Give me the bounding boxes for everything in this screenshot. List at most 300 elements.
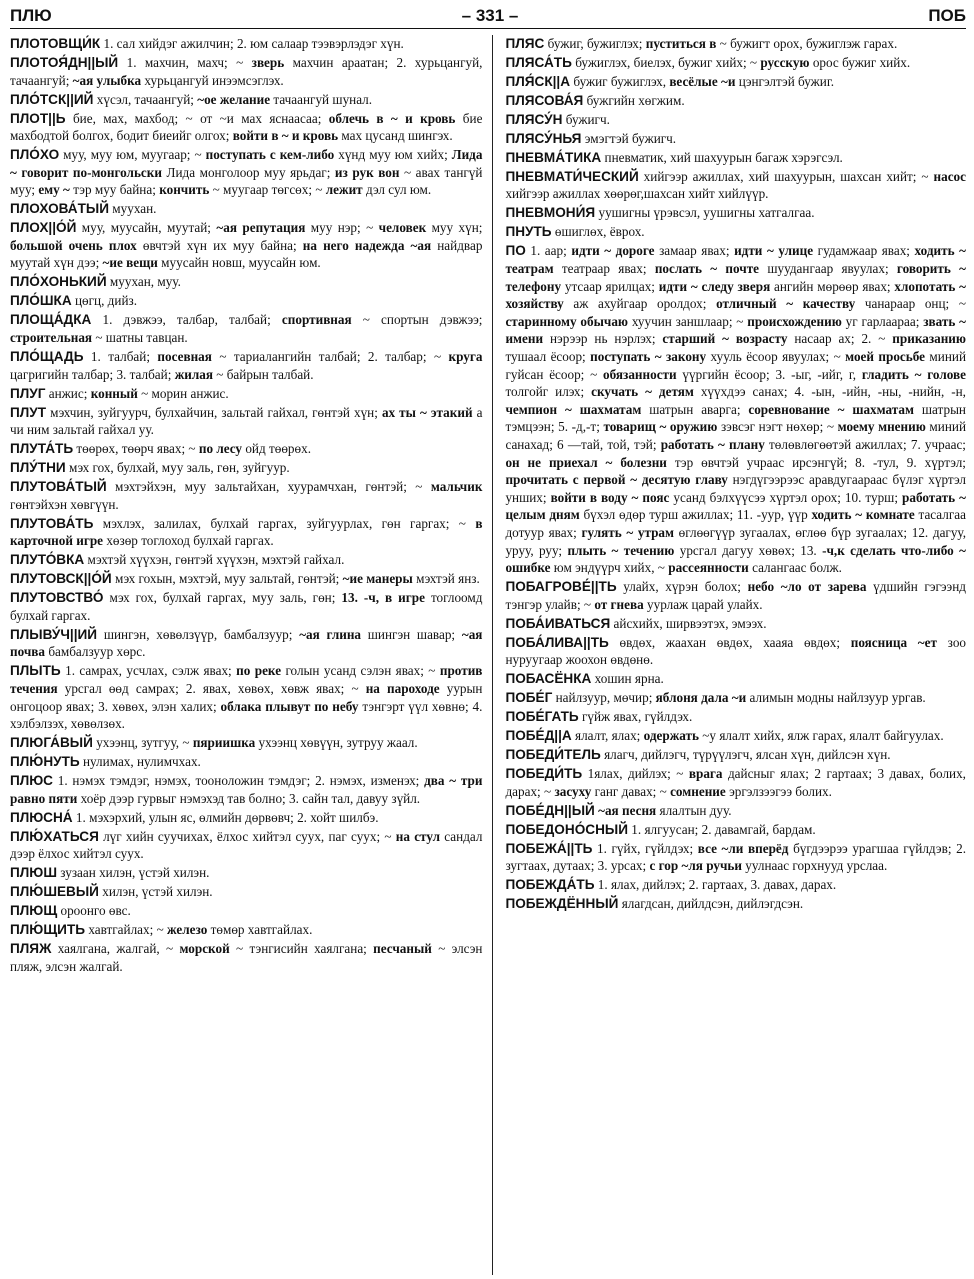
entry-text: хаялгана, жалгай, ~	[51, 941, 180, 957]
entry-text: нэрээр нь нэрлэх;	[543, 331, 663, 347]
entry-example: рассеянности	[668, 560, 749, 576]
dictionary-entry	[10, 864, 482, 882]
dictionary-entry	[505, 54, 966, 72]
entry-text: мэх гох, булхай гаргах, муу заль, гөн;	[103, 590, 342, 606]
entry-text: тушаал ёсоор;	[505, 349, 591, 364]
entry-headword: ПЛЯСОВА́Я	[505, 92, 584, 108]
entry-headword: ПОБАСЁНКА	[505, 671, 592, 687]
entry-headword: ПЛО́ТСК||ИЙ	[10, 91, 94, 107]
dictionary-entry	[10, 440, 482, 458]
entry-text: мэхтэй янз.	[412, 571, 480, 587]
entry-example: человек	[378, 220, 427, 236]
entry-text: хүсэл, тачаангуй;	[93, 91, 198, 107]
dictionary-entry	[505, 821, 966, 839]
entry-headword: ПЛУТ	[10, 404, 47, 420]
entry-example: спортивная	[281, 312, 352, 328]
dictionary-entry	[10, 828, 482, 863]
dictionary-entry	[505, 765, 966, 800]
entry-text: урсгал дагуу хөвөх; 13.	[674, 542, 823, 558]
entry-headword: ПЛУТОВА́ТЫЙ	[10, 479, 107, 495]
entry-text: хавтгайлах; ~	[85, 922, 168, 938]
entry-text: мэхчин, зуйгуурч, булхайчин, зальтай гайхал, гөнтэй хүн;	[46, 404, 382, 420]
entry-example: работать ~ целым дням	[505, 489, 966, 523]
entry-headword: ПЛОТ||Ь	[10, 110, 66, 126]
entry-headword: ПЛЮГА́ВЫЙ	[10, 735, 93, 751]
dictionary-entry	[10, 110, 482, 145]
entry-text: ялагч, дийлэгч, түрүүлэгч, ялсан хүн, дийлсэн хүн.	[600, 747, 891, 763]
entry-example: небо ~ло от зарева	[747, 579, 867, 595]
entry-text: ~ тэнгисийн хаялгана;	[229, 941, 374, 957]
entry-example: говорить ~ телефону	[505, 261, 966, 294]
entry-text: ороонго өвс.	[57, 903, 131, 919]
dictionary-entry	[10, 589, 482, 624]
entry-text: махчин араатан; 2. хурьцангуй, тачаангуй;	[10, 54, 483, 88]
entry-text: 1. гүйх, гүйлдэх;	[592, 840, 698, 856]
entry-headword: ПЛО́ХОНЬКИЙ	[10, 274, 107, 290]
entry-text: улайх, хүрэн болох;	[616, 579, 748, 595]
entry-example: поступать ~ закону	[590, 349, 707, 364]
entry-example: товарищ ~ оружию	[603, 419, 718, 435]
entry-text: хуучин заншлаар; ~	[628, 313, 748, 329]
entry-text: төлөвлөгөөтэй ажиллах; 7. учраас;	[764, 436, 966, 452]
dictionary-entry	[10, 54, 482, 89]
entry-example: ~ие вещи	[102, 255, 158, 271]
dictionary-entry	[10, 809, 482, 827]
dictionary-entry	[505, 802, 966, 820]
entry-example: плыть ~ течению	[567, 542, 675, 558]
entry-example: весёлые ~и	[669, 73, 736, 89]
entry-text: бүгдээрээ урагшаа гүйлдэв; 2. зугтаах, дутаах; 3. урсах;	[505, 840, 966, 874]
entry-example: соревнование ~ шахматам	[748, 401, 915, 417]
dictionary-entry	[505, 92, 966, 110]
entry-text: миний санахад; 6 —тай, той, тэй;	[505, 419, 966, 452]
entry-example: жилая	[174, 366, 213, 382]
entry-text: муу, муусайн, муутай;	[76, 220, 217, 236]
entry-text: ~ бужигт орох, бужиглэж гарах.	[716, 36, 898, 51]
entry-text: муухан, муу.	[106, 274, 181, 290]
entry-example: песчаный	[373, 941, 432, 957]
entry-text: цэнгэлтэй бужиг.	[735, 73, 835, 89]
entry-text: хилэн, үстэй хилэн.	[98, 884, 213, 900]
entry-example: облака плывут по небу	[220, 698, 359, 714]
entry-text: 1. махчин, махч; ~	[118, 54, 252, 70]
entry-text: уг гарлаараа;	[841, 313, 924, 329]
entry-text: зэвсэг нэгт нөхөр; ~	[717, 419, 838, 435]
entry-example: послать ~ почте	[654, 261, 760, 277]
entry-example: гладить ~ голове	[861, 366, 966, 382]
entry-example: русскую	[760, 54, 810, 70]
entry-headword: ПЛУТОВСК||О́Й	[10, 571, 112, 587]
entry-example: ходить ~ комнате	[811, 507, 915, 523]
entry-text: чанараар онц; ~	[855, 296, 966, 312]
entry-example: в карточной игре	[10, 515, 483, 549]
entry-text: дайсныг ялах; 2 гартаах; 3 давах, болих, дарах; ~	[505, 766, 966, 799]
entry-text: нулимах, нулимчхах.	[79, 754, 201, 770]
entry-example: на стул	[395, 828, 441, 844]
dictionary-entry	[10, 921, 482, 939]
entry-text: үдшийн гэгээнд тэнгэр улайв; ~	[505, 579, 966, 612]
entry-text: бужиг, бужиглэх;	[544, 36, 646, 51]
entry-example: войти в ~ и кровь	[232, 128, 339, 144]
dictionary-entry	[10, 385, 482, 403]
entry-text: бужиглэх, биелэх, бужиг хийх; ~	[571, 54, 761, 70]
entry-text: айсхийх, ширвээтэх, эмээх.	[610, 615, 767, 631]
dictionary-entry	[505, 578, 966, 613]
entry-text: замаар явах;	[654, 243, 735, 259]
entry-example: на него надежда ~ая	[302, 237, 432, 253]
left-column	[10, 35, 493, 1275]
entry-text: мэхлэх, залилах, булхай гаргах, зуйгуурлах, гөн гаргах; ~	[93, 515, 476, 531]
dictionary-entry	[10, 940, 482, 975]
entry-example: происхождению	[747, 313, 842, 329]
entry-text: өвчтэй хүн их муу байна;	[136, 237, 303, 253]
entry-text: 1. ялах, дийлэх; 2. гартаах, 3. давах, дарах.	[594, 877, 837, 893]
dictionary-entry	[505, 689, 966, 707]
entry-text: ~ элсэн пляж, элсэн жалгай.	[10, 941, 483, 974]
entry-text: голын усанд сэлэн явах; ~	[281, 663, 440, 679]
entry-text: ангийн мөрөөр явах;	[770, 278, 895, 294]
entry-headword: ПЛУГ	[10, 385, 46, 401]
entry-example: прочитать с первой ~ десятую главу	[505, 472, 728, 488]
entry-headword: ПЛЮШ	[10, 865, 57, 881]
entry-text: толгойг илэх;	[505, 384, 592, 400]
entry-example: поступать с кем-либо	[205, 147, 335, 163]
entry-text: 1. аар;	[525, 243, 572, 259]
entry-headword: ПОБЕДИ́ТЕЛЬ	[505, 747, 601, 763]
entry-headword: ПЛУТА́ТЬ	[10, 441, 74, 457]
entry-example: ~ие манеры	[342, 571, 413, 587]
entry-text: зоо нуруугаар жоохон өвдөнө.	[505, 634, 966, 668]
entry-headword: ПЛУТОВА́ТЬ	[10, 515, 94, 531]
entry-headword: ПЛОЩА́ДКА	[10, 312, 92, 328]
entry-text: гөнтэйхэн хөвгүүн.	[10, 496, 119, 512]
entry-headword: ПЛЮ́ЩИТЬ	[10, 922, 86, 938]
entry-text: хийгээр ажиллах, хий шахуурын, шахсан хийт; ~	[638, 168, 934, 184]
entry-text: ~ шатны тавцан.	[92, 330, 188, 346]
entry-headword: ПОБЕ́Г	[505, 690, 553, 706]
entry-text: Лида монголоор муу ярьдаг;	[161, 164, 335, 180]
entry-text: 1. ялгуусан; 2. давамгай, бардам.	[627, 821, 816, 837]
entry-text: муусайн новш, муусайн юм.	[157, 255, 321, 271]
entry-text: муу нэр; ~	[305, 220, 379, 236]
entry-headword: ПЛУТО́ВКА	[10, 552, 85, 568]
entry-text: тоглоомд булхай гаргах.	[10, 590, 483, 623]
entry-example: 13. -ч, в игре	[341, 590, 425, 606]
entry-text: хурьцангуй инээмсэглэх.	[141, 72, 284, 88]
entry-text: уурлаж царай улайх.	[643, 596, 763, 612]
entry-text: ~ муугаар төгсөх; ~	[209, 182, 326, 198]
entry-text: насаар ах; 2. ~	[787, 331, 893, 347]
entry-headword: ПОБЕЖДЁННЫЙ	[505, 896, 619, 912]
entry-text: мэхтэй хүүхэн, гөнтэй хүүхэн, мэхтэй гайхал.	[84, 552, 345, 568]
entry-text: өвдөх, жаахан өвдөх, хааяа өвдөх;	[608, 634, 851, 650]
entry-example: по лесу	[198, 441, 243, 457]
entry-text: хүнд муу юм хийх;	[334, 147, 452, 163]
entry-text: алимын модны найлзуур ургав.	[746, 690, 926, 706]
entry-headword: ПЛЯСУ́Н	[505, 111, 563, 127]
entry-text: муу, муу юм, муугаар; ~	[59, 147, 206, 163]
header-left-guideword: ПЛЮ	[10, 6, 52, 25]
entry-example: идти ~ следу зверя	[658, 278, 771, 294]
entry-text: хөзөр тоглоход булхай гаргах.	[103, 533, 274, 549]
dictionary-entry	[505, 727, 966, 745]
entry-text: төмөр хавтгайлах.	[207, 922, 313, 938]
entry-text: орос бужиг хийх.	[809, 54, 911, 70]
entry-example: звать ~ имени	[505, 313, 966, 347]
entry-text: юм эндүүрч хийх, ~	[550, 560, 669, 576]
entry-headword: ПЛЯ́СК||А	[505, 73, 571, 89]
entry-example: насос	[933, 168, 966, 184]
entry-text: 1. дэвжээ, талбар, талбай;	[91, 312, 282, 328]
entry-text: ялагдсан, дийлдсэн, дийлэгдсэн.	[618, 896, 804, 912]
entry-text: бужиг бужиглэх,	[570, 73, 670, 89]
entry-text: шуудангаар явуулах;	[759, 261, 897, 277]
entry-text: ухээнц, зутгуу, ~	[92, 735, 193, 751]
entry-text: 1. нэмэх тэмдэг, нэмэх, тооноложин тэмдэг; 2. нэмэх, изменэх;	[52, 773, 425, 789]
entry-example: круга	[448, 349, 483, 364]
columns	[10, 35, 966, 1275]
entry-text: шингэн шавар;	[361, 626, 462, 642]
entry-text: нэгдүгээрээс аравдугаараас бүлэг хүртэл уншиx;	[505, 472, 966, 505]
entry-headword: ПЛУ́ТНИ	[10, 460, 66, 476]
entry-example: хлопотать ~ хозяйству	[505, 278, 966, 312]
page-header	[10, 4, 966, 26]
entry-text: усанд бэлхүүсээ хүртэл орох; 10. турш;	[669, 489, 903, 505]
entry-headword: ПЛЯЖ	[10, 941, 52, 957]
entry-headword: ПЛОХОВА́ТЫЙ	[10, 201, 109, 217]
dictionary-entry	[505, 73, 966, 91]
dictionary-entry	[10, 311, 482, 346]
entry-example: облечь в ~ и кровь	[328, 110, 456, 126]
entry-example: все ~ли вперёд	[697, 840, 789, 856]
entry-headword: ПЛЮ́НУТЬ	[10, 754, 80, 770]
entry-text: эмэгтэй бужигч.	[581, 130, 677, 146]
entry-example: старинному обычаю	[505, 313, 628, 329]
entry-example: от гнева	[594, 596, 644, 612]
entry-example: ~ая песня	[598, 802, 657, 818]
entry-example: приказанию	[892, 331, 966, 347]
entry-headword: ПЛЯСА́ТЬ	[505, 54, 572, 70]
entry-text: ~ байрын талбай.	[212, 366, 314, 382]
dictionary-entry	[10, 753, 482, 771]
entry-text: тачаангуй шунал.	[270, 91, 373, 107]
entry-example: морской	[179, 941, 230, 957]
entry-example: ах ты ~ этакий	[381, 404, 473, 420]
dictionary-entry	[505, 670, 966, 688]
entry-example: ~ое желание	[197, 91, 271, 107]
entry-text: эргэлзээгээ болих.	[725, 783, 832, 799]
entry-text: тэнгэрт үүл хөвнө; 4. хэлбэлзэх, хөвөлзөх.	[10, 698, 483, 732]
entry-headword: ПЛОТОЯ́ДН||ЫЙ	[10, 54, 119, 70]
entry-text: миний гуйсан ёсоор; ~	[505, 349, 966, 382]
entry-text: мэх гохын, мэхтэй, муу зальтай, гөнтэй;	[111, 571, 343, 587]
dictionary-entry	[10, 734, 482, 752]
entry-text: театраар явах;	[553, 261, 655, 277]
entry-text: ~ авах тангүй муу;	[10, 164, 483, 198]
entry-text: гудамжаар явах;	[813, 243, 915, 259]
entry-headword: ПЛОТОВЩИ́К	[10, 36, 101, 51]
dictionary-entry	[505, 149, 966, 167]
entry-headword: ПОБА́ИВАТЬСЯ	[505, 615, 611, 631]
header-rule	[10, 28, 966, 29]
entry-text: 1. самрах, усчлах, сэлж явах;	[60, 663, 237, 679]
entry-text: тэр муу байна;	[69, 182, 160, 198]
entry-example: ~ая репутация	[216, 220, 306, 236]
entry-headword: ПОБЕЖДА́ТЬ	[505, 877, 595, 893]
dictionary-entry	[505, 746, 966, 764]
entry-example: одержать	[643, 728, 699, 744]
entry-example: конный	[90, 385, 138, 401]
entry-headword: ПОБА́ЛИВА||ТЬ	[505, 634, 609, 650]
entry-headword: ПЛЮ́ХАТЬСЯ	[10, 828, 99, 844]
entry-text: хууль ёсоор явуулах; ~	[706, 349, 846, 364]
entry-example: поясница ~ет	[850, 634, 937, 650]
entry-headword: ПОБЕЖА́||ТЬ	[505, 840, 593, 856]
entry-example: железо	[167, 922, 208, 938]
entry-example: кончить	[159, 182, 210, 198]
entry-headword: ПЛОХ||О́Й	[10, 220, 77, 236]
entry-example: идти ~ дороге	[571, 243, 655, 259]
right-column	[493, 35, 966, 1275]
entry-example: ходить ~ театрам	[505, 243, 966, 277]
dictionary-entry	[505, 111, 966, 129]
dictionary-entry	[10, 515, 482, 550]
dictionary-entry	[505, 895, 966, 913]
dictionary-entry	[505, 615, 966, 633]
entry-example: лежит	[325, 182, 363, 198]
entry-text: хоёр дээр гурвыг нэмэхэд тав болно; 3. сайн тал, давуу зүйл.	[77, 790, 421, 806]
entry-example: старший ~ возрасту	[662, 331, 788, 347]
entry-text: өглөөгүүр зугаалах, өглөө бүр зугаалах; 12. дагуу, уруу, руу;	[505, 524, 966, 558]
dictionary-entry	[505, 876, 966, 894]
dictionary-entry	[10, 902, 482, 920]
dictionary-entry	[10, 772, 482, 807]
entry-headword: ПОБЕ́ДН||ЫЙ	[505, 802, 595, 818]
entry-example: на пароходе	[365, 680, 440, 696]
entry-headword: ПЛЮ́ШЕВЫЙ	[10, 884, 99, 900]
entry-text: тасалгаа дотуур явах;	[505, 507, 966, 540]
dictionary-entry	[505, 634, 966, 669]
entry-headword: ПОБАГРОВЕ́||ТЬ	[505, 579, 617, 595]
dictionary-entry	[505, 223, 966, 241]
dictionary-entry	[10, 459, 482, 477]
dictionary-entry	[10, 883, 482, 901]
entry-text: бие, мах, махбод; ~ от ~и мах яснаасаа;	[65, 110, 329, 126]
entry-text: ухээнц хөвүүн, зутруу жаал.	[255, 735, 418, 751]
entry-text: бужигч.	[562, 111, 610, 127]
entry-example: посевная	[157, 349, 212, 364]
entry-headword: ПЛЯСУ́НЬЯ	[505, 130, 582, 146]
entry-example: большой очень плох	[10, 237, 137, 253]
dictionary-entry	[10, 146, 482, 199]
dictionary-entry	[10, 273, 482, 291]
entry-text: мэх гох, булхай, муу заль, гөн, зуйгуур.	[65, 460, 290, 476]
entry-headword: ПЛЯС	[505, 36, 545, 51]
entry-text: үүргийн ёсоор; 3. -ыг, -ийг, г,	[676, 366, 862, 382]
entry-text: пневматик, хий шахуурын багаж хэрэгсэл.	[601, 149, 843, 165]
entry-text: утсаар ярилцах;	[561, 278, 659, 294]
dictionary-entry	[10, 200, 482, 218]
entry-example: ему ~	[38, 182, 70, 198]
entry-text: анжис;	[45, 385, 91, 401]
entry-text: лүг хийн суучихах, ёлхос хийтэл суух, паг суух; ~	[98, 828, 396, 844]
entry-example: пяриишка	[192, 735, 256, 751]
entry-example: моему мнению	[837, 419, 926, 435]
dictionary-entry	[10, 348, 482, 383]
entry-example: работать ~ плану	[660, 436, 765, 452]
entry-text: сандал дээр ёлхос хийтэл суух.	[10, 828, 483, 862]
entry-example: строительная	[10, 330, 93, 346]
entry-headword: ПОБЕДОНО́СНЫЙ	[505, 821, 628, 837]
entry-headword: ПЛО́ЩАДЬ	[10, 349, 84, 364]
entry-example: яблоня дала ~и	[655, 690, 747, 706]
dictionary-entry	[505, 35, 966, 53]
entry-text: гүйж явах, гүйлдэх.	[578, 709, 693, 725]
dictionary-entry	[10, 292, 482, 310]
entry-example: против течения	[10, 663, 483, 696]
entry-text: 1. сал хийдэг ажилчин; 2. юм салаар тээвэрлэдэг хүн.	[100, 36, 404, 51]
entry-headword: ПЛО́ШКА	[10, 293, 72, 309]
entry-text: бамбалзуур хөрс.	[45, 644, 146, 660]
entry-example: чемпион ~ шахматам	[505, 401, 642, 417]
dictionary-entry	[10, 35, 482, 53]
dictionary-entry	[505, 708, 966, 726]
entry-example: обязанности	[603, 366, 677, 382]
entry-example: -ч,к сделать что-либо ~ ошибке	[505, 542, 966, 576]
entry-text: муу хүн;	[426, 220, 483, 236]
entry-text: төөрөх, төөрч явах; ~	[73, 441, 199, 457]
entry-example: пуститься в	[645, 36, 717, 51]
entry-text: хүүхдээ санах; 4. -ын, -ийн, -ны, -нийн, -н,	[693, 384, 966, 400]
entry-text: найдвар муутай хүн дээ;	[10, 237, 483, 271]
entry-text: салангаас болж.	[748, 560, 842, 576]
entry-example: из рук вон	[334, 164, 400, 180]
entry-text: ~ спортын дэвжээ;	[351, 312, 483, 328]
entry-example: ~ая почва	[10, 626, 483, 660]
entry-example: по реке	[236, 663, 282, 679]
entry-example: ~ая улыбка	[72, 72, 142, 88]
entry-headword: ПОБЕДИ́ТЬ	[505, 766, 583, 782]
entry-example: мальчик	[430, 479, 483, 495]
entry-example: Лида ~ говорит по-монгольски	[10, 147, 483, 180]
entry-headword: ПЛЮСНА́	[10, 809, 73, 825]
entry-text: хошин ярна.	[591, 671, 664, 687]
entry-text: мах цусанд шингэх.	[338, 128, 453, 144]
entry-text: бие махбодтой болгох, бодит биеийг олгох;	[10, 110, 483, 144]
dictionary-entry	[505, 168, 966, 203]
entry-example: гулять ~ утрам	[581, 524, 675, 540]
entry-example: идти ~ улице	[734, 243, 814, 259]
entry-headword: ПНЕВМАТИ́ЧЕСКИЙ	[505, 168, 639, 184]
entry-headword: ПНУТЬ	[505, 224, 552, 240]
dictionary-entry	[10, 570, 482, 588]
entry-text: мэхтэйхэн, муу зальтайхан, хуурамчхан, гөнтэй; ~	[106, 479, 431, 495]
entry-text: зузаан хилэн, үстэй хилэн.	[57, 865, 210, 881]
entry-text: 1ялах, дийлэх; ~	[582, 766, 689, 782]
entry-example: зверь	[251, 54, 285, 70]
entry-text: бүхэл өдөр турш ажиллах; 11. -уур, үүр	[579, 507, 812, 523]
page-number: – 331 –	[461, 6, 519, 25]
entry-text: аж ахуйгаар оролдох;	[563, 296, 717, 312]
dictionary-entry	[505, 204, 966, 222]
entry-text: ~у ялалт хийх, ялж гарах, ялалт байгуулах.	[699, 728, 944, 744]
entry-text: шингэн, хөвөлзүүр, бамбалзуур;	[97, 626, 300, 642]
entry-headword: ПЛЫВУ́Ч||ИЙ	[10, 626, 98, 642]
entry-text: цөгц, дийз.	[71, 293, 138, 309]
entry-text: найлзуур, мөчир;	[552, 690, 656, 706]
entry-headword: ПЛО́ХО	[10, 147, 60, 163]
entry-example: моей просьбе	[845, 349, 926, 364]
